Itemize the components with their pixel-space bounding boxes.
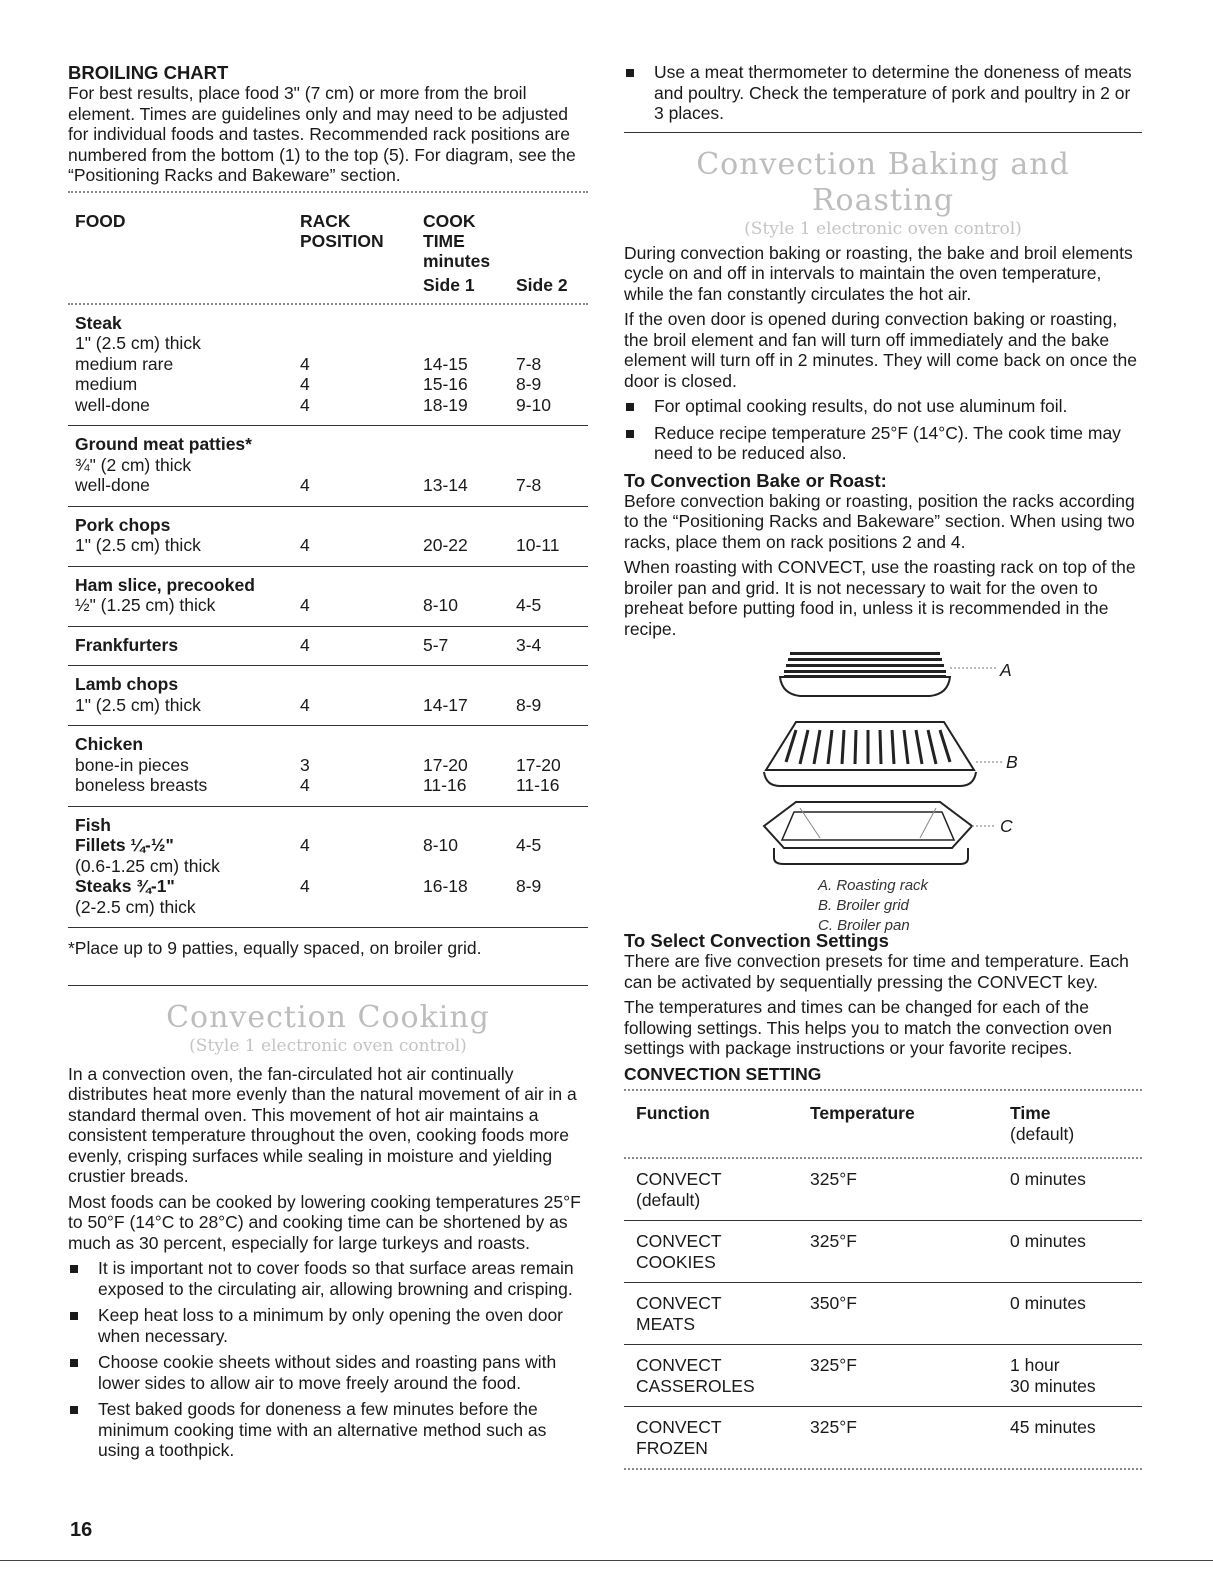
rack-cell: 4: [300, 374, 310, 394]
food-cell: 1" (2.5 cm) thick: [75, 535, 201, 555]
bullet-icon: [626, 403, 634, 411]
broiling-group: [68, 666, 588, 726]
side1-cell: 8-10: [423, 835, 459, 855]
broiler-pan-icon: [764, 802, 996, 864]
broiling-group: [68, 426, 588, 507]
function-cell: CONVECT: [636, 1354, 722, 1375]
page-bottom-rule: [0, 1560, 1213, 1561]
list-item: [68, 1352, 588, 1393]
rack-cell: 3: [300, 754, 310, 775]
food-cell: 1" (2.5 cm) thick: [75, 333, 201, 353]
food-cell: ½" (1.25 cm) thick: [75, 595, 216, 615]
header-cook-time: [423, 211, 490, 271]
time-cell: 0 minutes: [1010, 1292, 1086, 1313]
bullet-icon: [70, 1359, 78, 1367]
cbr-p3: Before convection baking or roasting, position the racks according to the “Positioning Racks and Bakeware” section. When using two racks, place them on rack positions 2 and 4.: [624, 490, 1135, 552]
list-item: [68, 1305, 588, 1346]
header-side1: Side 1: [423, 274, 475, 295]
side2-cell: 7-8: [516, 475, 542, 495]
broiling-group: [68, 627, 588, 667]
broiling-groups: [68, 305, 588, 807]
side2-cell: 11-16: [516, 775, 560, 795]
header-rack-line2: POSITION: [300, 230, 384, 251]
temperature-cell: 325°F: [810, 1416, 857, 1437]
table-row: [68, 876, 588, 897]
rack-cell: 4: [300, 475, 310, 495]
broiling-group: [68, 507, 588, 567]
function-cell: CONVECT: [636, 1230, 722, 1251]
table-row: [68, 515, 588, 536]
table-row: [68, 313, 588, 334]
side2-cell: 17-20: [516, 754, 561, 775]
table-row: [68, 775, 588, 796]
function-cell: CONVECT: [636, 1168, 722, 1189]
food-cell: 1" (2.5 cm) thick: [75, 694, 201, 715]
table-row: [68, 475, 588, 496]
header-function: Function: [636, 1102, 710, 1123]
temperature-cell: 325°F: [810, 1230, 857, 1251]
label-c: C: [1000, 816, 1013, 836]
side1-cell: 17-20: [423, 754, 468, 775]
side1-cell: 14-15: [423, 353, 468, 374]
table-row: [68, 575, 588, 596]
cbr-p4: When roasting with CONVECT, use the roasting rack on top of the broiler pan and grid. It is not necessary to wait for the oven to preheat before putting food in, unless it is recommended in the recipe.: [624, 557, 1136, 639]
fillets-label: Fillets ¼-½": [75, 835, 174, 855]
table-row: [68, 535, 588, 556]
side2-cell: 4-5: [516, 595, 542, 615]
convection-cooking-subtitle: (Style 1 electronic oven control): [189, 1035, 467, 1056]
function-sub-cell: COOKIES: [636, 1251, 716, 1272]
steaks-label: Steaks ¾-1": [75, 876, 175, 896]
bullet-text: It is important not to cover foods so that surface areas remain exposed to the circulating air, allowing browning and crisping.: [98, 1258, 574, 1299]
header-rack-line1: RACK: [300, 210, 351, 231]
table-row: [68, 455, 588, 476]
broiler-grid-icon: [764, 722, 1002, 786]
list-item: [68, 1258, 588, 1299]
settings-table-header: [624, 1091, 1142, 1157]
settings-row: [624, 1283, 1142, 1345]
side2-cell: 7-8: [516, 353, 542, 374]
bullet-text: Use a meat thermometer to determine the doneness of meats and poultry. Check the temperature of pork and poultry in 2 or 3 places.: [654, 62, 1132, 123]
top-bullets: [624, 62, 1142, 124]
broiling-group: [68, 567, 588, 627]
side2-cell: 8-9: [516, 694, 542, 715]
header-rack: [300, 211, 384, 251]
header-cook-line3: minutes: [423, 250, 491, 271]
rack-cell: 4: [300, 835, 310, 855]
caption-a: A. Roasting rack: [818, 877, 929, 894]
group-name: Lamb chops: [75, 674, 179, 694]
steaks-sub: (2-2.5 cm) thick: [75, 896, 196, 917]
table-row: [68, 635, 588, 656]
side1-cell: 20-22: [423, 535, 468, 555]
convection-p2: Most foods can be cooked by lowering cooking temperatures 25°F to 50°F (14°C to 28°C) and cooking time can be shortened by as much as 30 percent, especially for large turkeys and roasts.: [68, 1191, 581, 1253]
broiling-table-header: [68, 193, 588, 297]
food-cell: medium rare: [75, 353, 174, 374]
fillets-sub: (0.6-1.25 cm) thick: [75, 855, 220, 876]
header-cook-line1: COOK: [423, 210, 476, 231]
select-convection-heading: To Select Convection Settings: [624, 930, 889, 951]
group-name: Ground meat patties*: [75, 434, 252, 454]
header-food: FOOD: [75, 210, 126, 231]
broiling-chart-title: BROILING CHART: [68, 62, 229, 83]
bullet-icon: [70, 1406, 78, 1414]
header-side2: Side 2: [516, 274, 568, 295]
time-cell: 45 minutes: [1010, 1416, 1096, 1437]
rack-cell: 4: [300, 595, 310, 615]
food-cell: well-done: [75, 394, 150, 415]
rack-cell: 4: [300, 535, 310, 555]
side1-cell: 18-19: [423, 394, 468, 415]
broiler-pan-figure: [624, 644, 1142, 934]
rack-cell: 4: [300, 775, 310, 795]
convection-p1: In a convection oven, the fan-circulated hot air continually distributes heat more evenly than the natural movement of air in a standard thermal oven. This movement of hot air maintains a consistent temperature throughout the oven, cooking foods more evenly, crisping surfaces while sealing in moisture and yielding crustier breads.: [68, 1063, 577, 1186]
time-sub-cell: 30 minutes: [1010, 1375, 1096, 1396]
settings-row: [624, 1159, 1142, 1221]
cbr-p2: If the oven door is opened during convection baking or roasting, the broil element and fan will turn off immediately and the bake element will turn off in 2 minutes. They will come back on once the door is closed.: [624, 309, 1137, 391]
convection-cooking-title: Convection Cooking: [166, 999, 490, 1035]
temperature-cell: 325°F: [810, 1168, 857, 1189]
rack-cell: 4: [300, 634, 310, 655]
rack-cell: 4: [300, 694, 310, 715]
bullet-icon: [626, 430, 634, 438]
side2-cell: 3-4: [516, 634, 542, 655]
rack-cell: 4: [300, 353, 310, 374]
time-cell: 0 minutes: [1010, 1168, 1086, 1189]
caption-c: C. Broiler pan: [818, 917, 910, 934]
bullet-text: Reduce recipe temperature 25°F (14°C). The cook time may need to be reduced also.: [654, 422, 1121, 463]
side1-cell: 11-16: [423, 775, 467, 795]
group-name: Frankfurters: [75, 634, 179, 655]
side1-cell: 15-16: [423, 374, 468, 394]
bullet-text: Keep heat loss to a minimum by only opening the oven door when necessary.: [98, 1305, 564, 1346]
convection-baking-roasting-title: Convection Baking and Roasting: [696, 146, 1070, 218]
table-row: [68, 434, 588, 455]
time-cell: 0 minutes: [1010, 1230, 1086, 1251]
cbr-bullets: [624, 396, 1142, 464]
broiling-group-fish: [68, 807, 588, 929]
group-name: Pork chops: [75, 514, 171, 535]
header-temperature: Temperature: [810, 1102, 915, 1123]
list-item: [624, 62, 1142, 124]
side2-cell: 8-9: [516, 876, 542, 896]
fish-label: Fish: [75, 814, 111, 835]
group-name: [68, 815, 588, 836]
table-row: [68, 755, 588, 776]
table-row: [68, 734, 588, 755]
bullet-icon: [626, 69, 634, 77]
left-column: [68, 62, 588, 1467]
header-cook-line2: TIME: [423, 230, 465, 251]
settings-row: [624, 1345, 1142, 1407]
cbr-p6: The temperatures and times can be changed for each of the following settings. This helps you to match the convection oven settings with package instructions or your favorite recipes.: [624, 997, 1113, 1058]
food-cell: well-done: [75, 475, 150, 495]
table-row: [68, 395, 588, 416]
food-cell: boneless breasts: [75, 775, 208, 795]
bullet-text: Choose cookie sheets without sides and roasting pans with lower sides to allow air to move freely around the food.: [98, 1352, 557, 1393]
function-cell: CONVECT: [636, 1292, 722, 1313]
figure-caption: [818, 876, 928, 936]
table-row: [68, 835, 588, 856]
temperature-cell: 350°F: [810, 1292, 857, 1313]
group-name: Steak: [75, 312, 122, 333]
side2-cell: 8-9: [516, 374, 542, 394]
list-item: [624, 396, 1142, 417]
bullet-icon: [70, 1265, 78, 1273]
caption-b: B. Broiler grid: [818, 897, 909, 914]
food-cell: bone-in pieces: [75, 754, 189, 775]
food-cell: medium: [75, 374, 138, 394]
function-sub-cell: (default): [636, 1189, 701, 1210]
bullet-text: For optimal cooking results, do not use aluminum foil.: [654, 396, 1068, 416]
bullet-icon: [70, 1312, 78, 1320]
rack-cell: 4: [300, 394, 310, 415]
table-row: [68, 897, 588, 918]
label-a: A: [1000, 660, 1012, 680]
broiling-table: [68, 193, 588, 929]
time-cell: 1 hour: [1010, 1354, 1060, 1375]
function-cell: CONVECT: [636, 1416, 722, 1437]
settings-table-body: [624, 1159, 1142, 1470]
table-row: [68, 333, 588, 354]
broiling-footnote: *Place up to 9 patties, equally spaced, on broiler grid.: [68, 938, 482, 958]
function-sub-cell: MEATS: [636, 1313, 695, 1334]
side2-cell: 9-10: [516, 394, 552, 415]
broiling-intro: For best results, place food 3" (7 cm) or more from the broil element. Times are guidelines only and may need to be adjusted for individual foods and tastes. Recommended rack positions are numbered from the bottom (1) to the top (5). For diagram, see the “Positioning Racks and Bakeware” section.: [68, 83, 576, 185]
settings-row: [624, 1221, 1142, 1283]
group-name: Chicken: [75, 734, 144, 754]
table-row: [68, 674, 588, 695]
table-row: [68, 695, 588, 716]
side1-cell: 13-14: [423, 475, 468, 495]
function-sub-cell: CASSEROLES: [636, 1375, 755, 1396]
function-sub-cell: FROZEN: [636, 1437, 708, 1458]
convection-setting-heading: CONVECTION SETTING: [624, 1063, 822, 1084]
list-item: [624, 423, 1142, 464]
side1-cell: 16-18: [423, 876, 468, 896]
side1-cell: 5-7: [423, 634, 449, 655]
settings-row: [624, 1407, 1142, 1470]
table-row: [68, 595, 588, 616]
group-name: Ham slice, precooked: [75, 574, 255, 595]
side1-cell: 8-10: [423, 595, 459, 615]
table-row: [68, 856, 588, 877]
bullet-text: Test baked goods for doneness a few minutes before the minimum cooking time with an alternative method such as using a toothpick.: [98, 1399, 547, 1460]
roasting-rack-icon: [780, 652, 996, 696]
broiling-group: [68, 726, 588, 807]
list-item: [68, 1399, 588, 1461]
temperature-cell: 325°F: [810, 1354, 857, 1375]
convection-bake-heading: To Convection Bake or Roast:: [624, 469, 887, 491]
table-row: [68, 354, 588, 375]
right-column: [624, 62, 1142, 1470]
broiling-group: [68, 305, 588, 427]
header-time-sub: (default): [1010, 1123, 1075, 1144]
cbr-p1: During convection baking or roasting, the bake and broil elements cycle on and off in intervals to maintain the oven temperature, while the fan constantly circulates the hot air.: [624, 242, 1133, 304]
side2-cell: 10-11: [516, 535, 560, 555]
rack-cell: 4: [300, 876, 310, 896]
label-b: B: [1006, 752, 1018, 772]
side2-cell: 4-5: [516, 835, 542, 855]
cbr-p5: There are five convection presets for time and temperature. Each can be activated by sequentially pressing the CONVECT key.: [624, 951, 1129, 992]
food-cell: ¾" (2 cm) thick: [75, 454, 192, 475]
convection-baking-roasting-subtitle: (Style 1 electronic oven control): [744, 218, 1022, 239]
convection-bullets: [68, 1258, 588, 1461]
side1-cell: 14-17: [423, 694, 468, 715]
table-row: [68, 374, 588, 395]
page-number: 16: [70, 1519, 93, 1541]
header-time: Time: [1010, 1102, 1051, 1123]
